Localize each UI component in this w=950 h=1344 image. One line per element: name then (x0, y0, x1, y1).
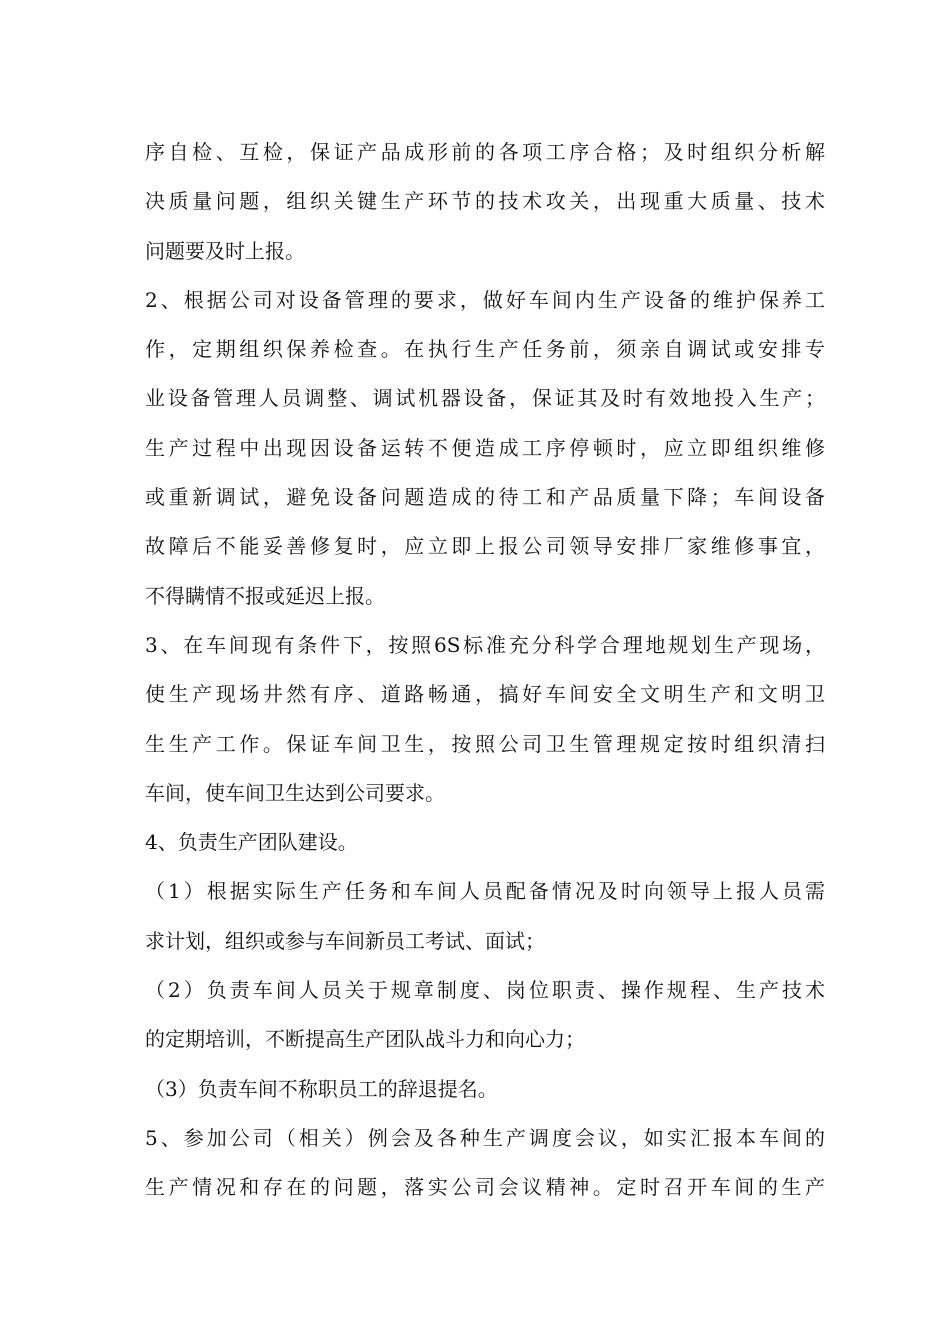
text-line: 车间，使车间卫生达到公司要求。 (145, 780, 445, 805)
text-line: 生生产工作。保证车间卫生，按照公司卫生管理规定按时组织清扫 (145, 731, 825, 756)
text-line: （3）负责车间不称职员工的辞退提名。 (145, 1076, 498, 1101)
text-line: 使生产现场井然有序、道路畅通，搞好车间安全文明生产和文明卫 (145, 682, 825, 707)
text-line: 5、参加公司（相关）例会及各种生产调度会议，如实汇报本车间的 (145, 1125, 825, 1150)
text-line: 生产过程中出现因设备运转不便造成工序停顿时，应立即组织维修 (145, 435, 825, 460)
text-line: 的定期培训，不断提高生产团队战斗力和向心力； (145, 1027, 585, 1052)
text-line: 3、在车间现有条件下，按照6S标准充分科学合理地规划生产现场， (145, 632, 825, 657)
text-line: 或重新调试，避免设备问题造成的待工和产品质量下降；车间设备 (145, 485, 825, 510)
text-line: 序自检、互检，保证产品成形前的各项工序合格；及时组织分析解 (145, 140, 825, 164)
text-line: 作，定期组织保养检查。在执行生产任务前，须亲自调试或安排专 (145, 337, 825, 362)
text-line: 4、负责生产团队建设。 (145, 830, 358, 855)
text-line: 生产情况和存在的问题，落实公司会议精神。定时召开车间的生产 (145, 1175, 825, 1200)
text-line: 求计划，组织或参与车间新员工考试、面试； (145, 928, 545, 953)
text-line: 问题要及时上报。 (145, 238, 305, 263)
text-line: 故障后不能妥善修复时，应立即上报公司领导安排厂家维修事宜， (145, 534, 825, 559)
text-line: 2、根据公司对设备管理的要求，做好车间内生产设备的维护保养工 (145, 287, 825, 312)
text-line: 业设备管理人员调整、调试机器设备，保证其及时有效地投入生产； (145, 386, 825, 411)
text-line: 决质量问题，组织关键生产环节的技术攻关，出现重大质量、技术 (145, 189, 825, 214)
body-text (145, 128, 825, 1213)
text-line: （2）负责车间人员关于规章制度、岗位职责、操作规程、生产技术 (145, 978, 825, 1003)
text-line: （1）根据实际生产任务和车间人员配备情况及时向领导上报人员需 (145, 879, 825, 904)
text-line: 不得瞒情不报或延迟上报。 (145, 583, 385, 608)
